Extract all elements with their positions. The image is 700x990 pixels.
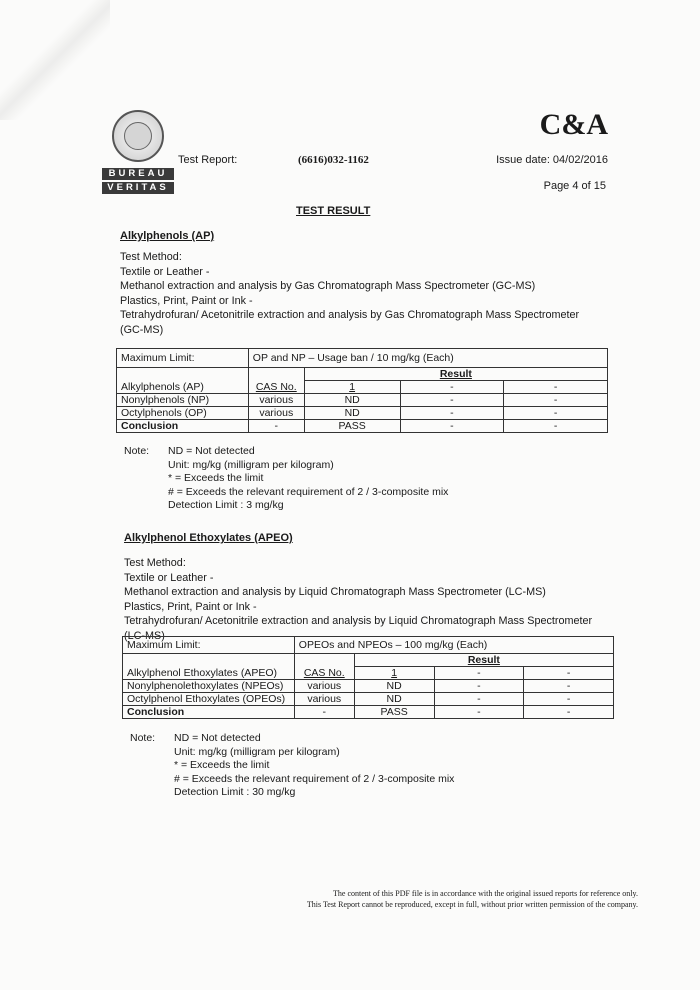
note-line: Detection Limit : 3 mg/kg xyxy=(168,499,284,511)
method-line: Tetrahydrofuran/ Acetonitrile extraction and analysis by Liquid Chromatograph Mass Spectrometer xyxy=(124,615,593,627)
max-limit-value: OP and NP – Usage ban / 10 mg/kg (Each) xyxy=(248,349,607,368)
note-line: * = Exceeds the limit xyxy=(174,759,270,771)
method-line: Plastics, Print, Paint or Ink - xyxy=(124,600,257,613)
note-line: * = Exceeds the limit xyxy=(168,472,264,484)
note-line: # = Exceeds the relevant requirement of 2 / 3-composite mix xyxy=(168,485,449,498)
table-row: Octylphenols (OP) various ND - - xyxy=(117,407,608,420)
veritas-label: VERITAS xyxy=(102,182,174,194)
method-line: Plastics, Print, Paint or Ink - xyxy=(120,294,253,307)
footer-disclaimer xyxy=(307,888,638,910)
table-row: Conclusion - PASS - - xyxy=(123,706,614,719)
max-limit-value: OPEOs and NPEOs – 100 mg/kg (Each) xyxy=(294,637,613,654)
method-line: Test Method: xyxy=(120,251,182,263)
results-table-apeo xyxy=(122,636,614,719)
method-line: Methanol extraction and analysis by Liquid Chromatograph Mass Spectrometer (LC-MS) xyxy=(124,586,546,598)
footer-line: This Test Report cannot be reproduced, except in full, without prior written permission of the company. xyxy=(306,900,638,909)
page-title: TEST RESULT xyxy=(296,205,371,217)
note-line: # = Exceeds the relevant requirement of 2 / 3-composite mix xyxy=(174,772,455,785)
footer-line: The content of this PDF file is in accordance with the original issued reports for reference only. xyxy=(333,889,638,898)
max-limit-label: Maximum Limit: xyxy=(117,349,249,368)
max-limit-label: Maximum Limit: xyxy=(123,637,295,654)
note-line: Detection Limit : 30 mg/kg xyxy=(174,786,296,798)
section-title-ap: Alkylphenols (AP) xyxy=(120,230,215,242)
note-label: Note: xyxy=(124,445,150,457)
table-row: Alkylphenols (AP) CAS No. 1 - - xyxy=(117,381,608,394)
brand-logo: C&A xyxy=(539,108,608,141)
report-label: Test Report: xyxy=(178,154,238,166)
bureau-label: BUREAU xyxy=(102,168,174,180)
table-row: Nonylphenols (NP) various ND - - xyxy=(117,394,608,407)
note-line: Unit: mg/kg (milligram per kilogram) xyxy=(174,745,340,758)
method-block-ap xyxy=(120,250,579,337)
table-row: Nonylphenolethoxylates (NPEOs) various ND - - xyxy=(123,680,614,693)
section-title-apeo: Alkylphenol Ethoxylates (APEO) xyxy=(124,532,293,544)
method-line: Textile or Leather - xyxy=(120,265,210,278)
method-line: (LC-MS) xyxy=(124,629,165,642)
report-number: (6616)032-1162 xyxy=(298,154,369,166)
notes-ap xyxy=(168,445,448,513)
note-line: ND = Not detected xyxy=(168,445,255,457)
note-label: Note: xyxy=(130,732,156,744)
table-row: Conclusion - PASS - - xyxy=(117,420,608,433)
page-number: Page 4 of 15 xyxy=(543,180,606,192)
result-header: Result xyxy=(304,368,607,381)
table-row: Alkylphenol Ethoxylates (APEO) CAS No. 1 - - xyxy=(123,667,614,680)
method-line: Test Method: xyxy=(124,557,186,569)
bureau-veritas-logo xyxy=(102,110,174,195)
seal-icon xyxy=(112,110,164,162)
method-line: Methanol extraction and analysis by Gas Chromatograph Mass Spectrometer (GC-MS) xyxy=(120,280,536,292)
notes-apeo xyxy=(174,732,454,800)
issue-date: Issue date: 04/02/2016 xyxy=(496,154,608,166)
method-block-apeo xyxy=(124,556,592,643)
method-line: Textile or Leather - xyxy=(124,571,214,584)
scan-smudge xyxy=(0,0,110,120)
note-line: Unit: mg/kg (milligram per kilogram) xyxy=(168,458,334,471)
result-header: Result xyxy=(354,654,613,667)
method-line: (GC-MS) xyxy=(120,323,164,336)
note-line: ND = Not detected xyxy=(174,732,261,744)
results-table-ap xyxy=(116,348,608,433)
table-row: Octylphenol Ethoxylates (OPEOs) various ND - - xyxy=(123,693,614,706)
method-line: Tetrahydrofuran/ Acetonitrile extraction and analysis by Gas Chromatograph Mass Spectrometer xyxy=(120,309,580,321)
